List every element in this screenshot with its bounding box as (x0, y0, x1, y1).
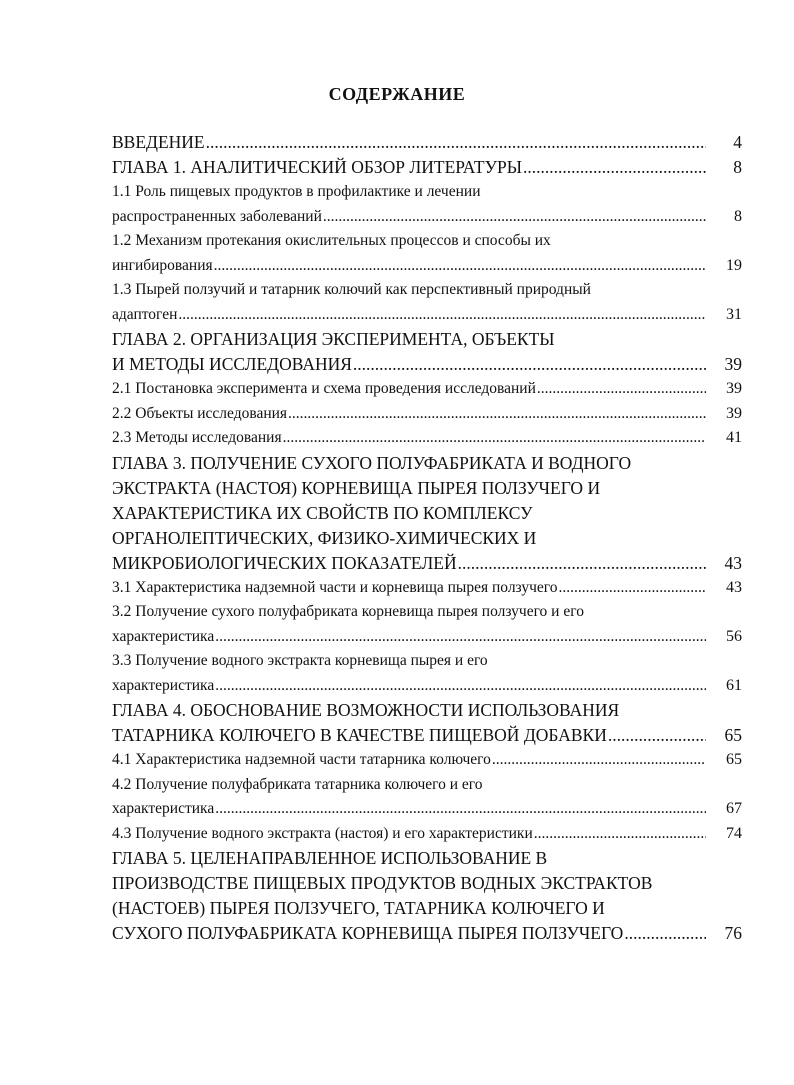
toc-entry-line (112, 402, 708, 427)
toc-entry-line-text: 4.3 Получение водного экстракта (настоя) и его характеристики (112, 824, 533, 842)
toc-entry-line (112, 155, 708, 180)
toc-chapter-entry[interactable] (112, 130, 742, 155)
toc-entry-line-text: ГЛАВА 2. ОРГАНИЗАЦИЯ ЭКСПЕРИМЕНТА, ОБЪЕКТЫ (112, 329, 555, 349)
toc-section-entry[interactable] (112, 278, 742, 327)
toc-section-entry[interactable] (112, 576, 742, 601)
toc-entry-line-text: 2.1 Постановка эксперимента и схема проведения исследований (112, 380, 536, 397)
toc-entry-line-text: 3.2 Получение сухого полуфабриката корневища пырея ползучего и его (112, 603, 584, 620)
toc-entry-line-text: ГЛАВА 4. ОБОСНОВАНИЕ ВОЗМОЖНОСТИ ИСПОЛЬЗОВАНИЯ (112, 700, 620, 720)
toc-entry-title (112, 846, 708, 946)
toc-entry-line (112, 773, 708, 798)
dot-leader (559, 576, 706, 601)
toc-chapter-entry[interactable] (112, 698, 742, 748)
toc-entry-line-text: ингибирования (112, 256, 213, 274)
toc-page-number: 41 (726, 429, 742, 446)
toc-page-number: 31 (726, 305, 742, 323)
toc-entry-line-text: 2.2 Объекты исследования (112, 404, 288, 422)
toc-chapter-entry[interactable] (112, 451, 742, 576)
toc-page-number: 61 (726, 676, 742, 694)
toc-entry-line (112, 327, 708, 352)
toc-section-entry[interactable] (112, 748, 742, 773)
toc-entry-line (112, 377, 708, 402)
toc-entry-line (112, 723, 708, 748)
toc-chapter-entry[interactable] (112, 846, 742, 946)
toc-entry-line (112, 501, 708, 526)
toc-entry-title (112, 649, 708, 698)
toc-page-number: 43 (724, 552, 742, 573)
toc-page-number: 8 (733, 157, 742, 177)
toc-entry-title (112, 229, 708, 278)
dot-leader (206, 130, 706, 155)
toc-chapter-entry[interactable] (112, 155, 742, 180)
toc-entry-line (112, 205, 708, 230)
toc-entry-line-text: 1.3 Пырей ползучий и татарник колючий как перспективный природный (112, 281, 591, 298)
table-of-contents (112, 130, 742, 946)
toc-page-number: 39 (726, 404, 742, 422)
toc-section-entry[interactable] (112, 426, 742, 451)
toc-entry-line (112, 576, 708, 601)
toc-page-number: 8 (734, 207, 742, 225)
dot-leader (283, 426, 706, 451)
dot-leader (537, 377, 706, 402)
toc-entry-line (112, 625, 708, 650)
dot-leader (608, 723, 706, 748)
toc-section-entry[interactable] (112, 600, 742, 649)
dot-leader (534, 822, 706, 847)
toc-entry-line-text: характеристика (112, 627, 215, 645)
toc-page-number: 39 (724, 354, 742, 374)
toc-entry-title (112, 327, 708, 377)
toc-chapter-entry[interactable] (112, 327, 742, 377)
toc-entry-line-text: 4.2 Получение полуфабриката татарника колючего и его (112, 775, 483, 793)
toc-entry-line-text: 1.2 Механизм протекания окислительных процессов и способы их (112, 232, 551, 249)
toc-entry-title (112, 278, 708, 327)
toc-page-number: 67 (726, 800, 742, 817)
toc-entry-title (112, 698, 708, 748)
toc-page-number: 19 (726, 256, 742, 274)
toc-entry-line-text: ВВЕДЕНИЕ (112, 132, 205, 152)
dot-leader (215, 625, 706, 650)
dot-leader (214, 254, 706, 279)
toc-entry-title (112, 377, 708, 402)
toc-entry-line-text: ОРГАНОЛЕПТИЧЕСКИХ, ФИЗИКО-ХИМИЧЕСКИХ И (112, 527, 537, 548)
toc-entry-line-text: 3.1 Характеристика надземной части и корневища пырея ползучего (112, 578, 558, 596)
dot-leader (288, 402, 706, 427)
dot-leader (178, 303, 706, 328)
toc-entry-title (112, 576, 708, 601)
toc-entry-line (112, 180, 708, 205)
toc-entry-line (112, 896, 708, 921)
toc-entry-title (112, 748, 708, 773)
dot-leader (523, 155, 706, 180)
toc-entry-title (112, 155, 708, 180)
dot-leader (215, 674, 706, 699)
toc-entry-line (112, 698, 708, 723)
toc-entry-title (112, 822, 708, 847)
dot-leader (353, 352, 706, 377)
toc-entry-line (112, 426, 708, 451)
toc-entry-line (112, 526, 708, 551)
toc-entry-line-text: ГЛАВА 1. АНАЛИТИЧЕСКИЙ ОБЗОР ЛИТЕРАТУРЫ (112, 157, 522, 177)
toc-entry-line (112, 797, 708, 822)
toc-entry-line (112, 871, 708, 896)
toc-entry-title (112, 773, 708, 822)
toc-entry-line (112, 130, 708, 155)
toc-section-entry[interactable] (112, 402, 742, 427)
toc-page-number: 65 (724, 725, 742, 745)
toc-entry-line-text: МИКРОБИОЛОГИЧЕСКИХ ПОКАЗАТЕЛЕЙ (112, 552, 457, 573)
toc-entry-line (112, 451, 708, 476)
toc-entry-line (112, 352, 708, 377)
toc-entry-line (112, 303, 708, 328)
toc-page-number: 76 (724, 923, 742, 943)
toc-entry-line-text: ХАРАКТЕРИСТИКА ИХ СВОЙСТВ ПО КОМПЛЕКСУ (112, 502, 533, 523)
toc-entry-title (112, 600, 708, 649)
toc-entry-title (112, 426, 708, 451)
toc-entry-line (112, 846, 708, 871)
toc-entry-line (112, 254, 708, 279)
toc-page-number: 43 (726, 578, 742, 596)
toc-entry-line-text: адаптоген (112, 305, 178, 323)
toc-entry-line (112, 600, 708, 625)
toc-section-entry[interactable] (112, 180, 742, 229)
toc-page-number: 4 (733, 132, 742, 152)
toc-page-number: 39 (726, 380, 742, 397)
toc-entry-line (112, 748, 708, 773)
toc-entry-line-text: 2.3 Методы исследования (112, 429, 282, 446)
dot-leader (624, 921, 706, 946)
toc-entry-line-text: распространенных заболеваний (112, 207, 322, 225)
toc-entry-line (112, 278, 708, 303)
toc-entry-line-text: 4.1 Характеристика надземной части татарника колючего (112, 751, 491, 768)
toc-entry-line (112, 822, 708, 847)
toc-entry-line-text: ЭКСТРАКТА (НАСТОЯ) КОРНЕВИЩА ПЫРЕЯ ПОЛЗУЧЕГО И (112, 477, 601, 498)
toc-entry-line-text: характеристика (112, 800, 215, 817)
dot-leader (492, 748, 706, 773)
toc-section-entry[interactable] (112, 773, 742, 822)
toc-entry-title (112, 451, 708, 576)
toc-entry-line (112, 229, 708, 254)
toc-entry-title (112, 402, 708, 427)
toc-entry-line (112, 649, 708, 674)
toc-entry-line-text: ПРОИЗВОДСТВЕ ПИЩЕВЫХ ПРОДУКТОВ ВОДНЫХ ЭКСТРАКТОВ (112, 873, 653, 893)
toc-entry-line-text: И МЕТОДЫ ИССЛЕДОВАНИЯ (112, 354, 352, 374)
toc-section-entry[interactable] (112, 822, 742, 847)
toc-section-entry[interactable] (112, 229, 742, 278)
toc-entry-line-text: 1.1 Роль пищевых продуктов в профилактике и лечении (112, 183, 481, 200)
toc-entry-line-text: СУХОГО ПОЛУФАБРИКАТА КОРНЕВИЩА ПЫРЕЯ ПОЛЗУЧЕГО (112, 923, 624, 943)
dot-leader (323, 205, 706, 230)
toc-page-number: 56 (726, 627, 742, 645)
toc-entry-title (112, 180, 708, 229)
toc-entry-line (112, 674, 708, 699)
toc-entry-line-text: характеристика (112, 676, 215, 694)
toc-entry-line-text: (НАСТОЕВ) ПЫРЕЯ ПОЛЗУЧЕГО, ТАТАРНИКА КОЛЮЧЕГО И (112, 898, 605, 918)
toc-section-entry[interactable] (112, 649, 742, 698)
toc-entry-line (112, 551, 708, 576)
dot-leader (215, 797, 706, 822)
dot-leader (458, 551, 706, 576)
toc-entry-line-text: 3.3 Получение водного экстракта корневища пырея и его (112, 652, 488, 669)
toc-section-entry[interactable] (112, 377, 742, 402)
toc-entry-line (112, 476, 708, 501)
toc-entry-line-text: ТАТАРНИКА КОЛЮЧЕГО В КАЧЕСТВЕ ПИЩЕВОЙ ДОБАВКИ (112, 725, 607, 745)
toc-entry-line (112, 921, 708, 946)
toc-page-number: 74 (726, 824, 742, 842)
toc-entry-title (112, 130, 708, 155)
toc-entry-line-text: ГЛАВА 5. ЦЕЛЕНАПРАВЛЕННОЕ ИСПОЛЬЗОВАНИЕ В (112, 848, 548, 868)
toc-entry-line-text: ГЛАВА 3. ПОЛУЧЕНИЕ СУХОГО ПОЛУФАБРИКАТА И ВОДНОГО (112, 452, 632, 473)
toc-page-number: 65 (726, 751, 742, 768)
page-title: СОДЕРЖАНИЕ (328, 84, 466, 104)
